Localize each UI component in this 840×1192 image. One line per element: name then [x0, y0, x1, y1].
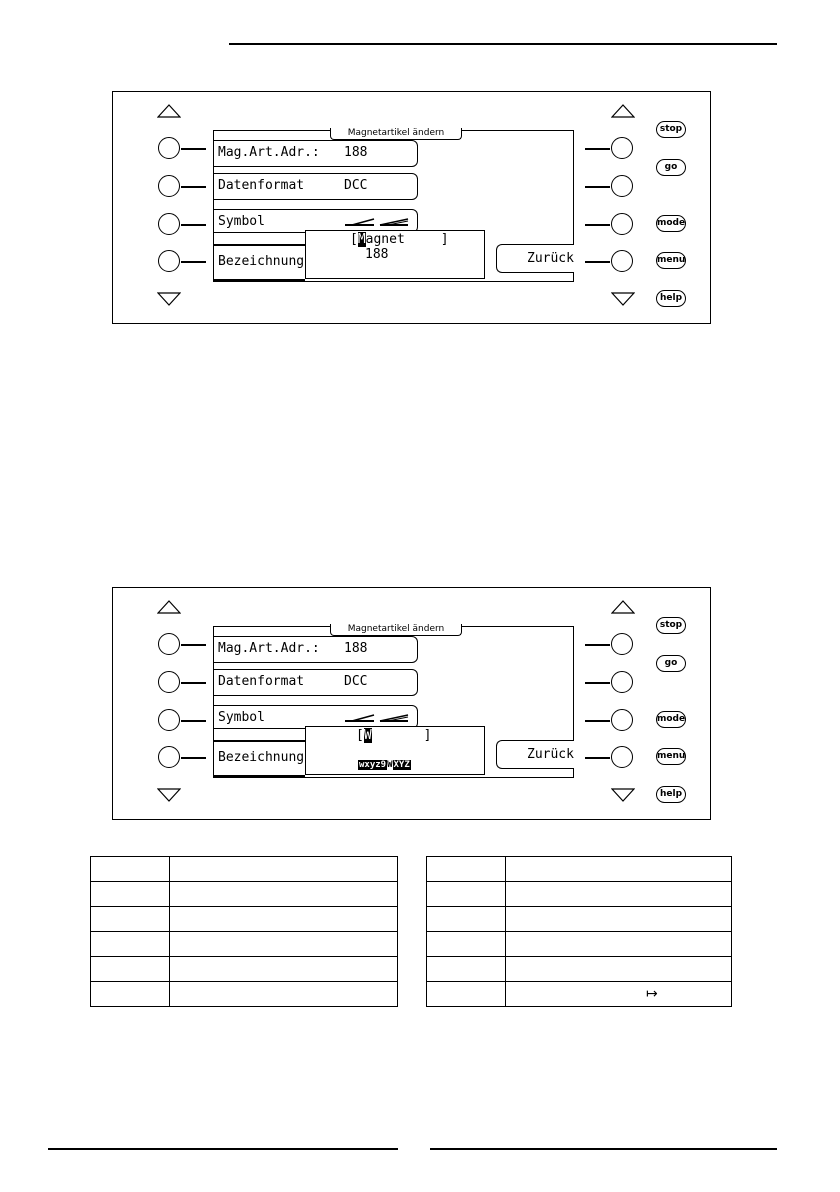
back-button[interactable]: [496, 740, 574, 769]
name-field[interactable]: [214, 244, 305, 280]
table-row: [91, 882, 398, 907]
mode-button[interactable]: mode: [656, 215, 686, 232]
softkey-right-1[interactable]: [611, 137, 633, 159]
text-edit-popup: [305, 726, 485, 775]
name-label: Bezeichnung: [218, 750, 305, 765]
down-arrow-right[interactable]: [611, 292, 635, 306]
connector: [181, 224, 206, 226]
address-field[interactable]: [214, 140, 418, 167]
name-edit-line: [356, 728, 431, 743]
connector: [181, 757, 206, 759]
softkey-left-1[interactable]: [158, 633, 180, 655]
connector: [585, 644, 610, 646]
go-button[interactable]: go: [656, 159, 686, 176]
connector: [181, 186, 206, 188]
menu-button[interactable]: menu: [656, 252, 686, 269]
softkey-right-4[interactable]: [611, 746, 633, 768]
name-text: agnet: [365, 232, 405, 247]
symbol-label: Symbol: [218, 710, 265, 725]
connector: [181, 720, 206, 722]
menu-button[interactable]: menu: [656, 748, 686, 765]
softkey-right-4[interactable]: [611, 250, 633, 272]
edit-cursor[interactable]: M: [357, 232, 366, 247]
connector: [181, 261, 206, 263]
table-row: [91, 907, 398, 932]
softkey-right-2[interactable]: [611, 175, 633, 197]
bottom-rule-left: [48, 1148, 398, 1150]
bracket-close: ]: [440, 232, 449, 247]
format-label: Datenformat: [218, 674, 305, 689]
mode-button[interactable]: mode: [656, 711, 686, 728]
table-row: [427, 957, 732, 982]
table-row: [427, 932, 732, 957]
edit-cursor[interactable]: W: [363, 728, 372, 743]
charset-post: XYZ: [393, 760, 410, 770]
table-row: [91, 932, 398, 957]
address-label: Mag.Art.Adr.:: [218, 145, 320, 160]
lcd-display: [213, 130, 574, 282]
name-label: Bezeichnung: [218, 254, 305, 269]
back-label: Zurück: [527, 251, 574, 266]
turnout-symbol-icon: [344, 212, 410, 231]
charset-selector[interactable]: [358, 760, 411, 771]
up-arrow-right[interactable]: [611, 104, 635, 118]
down-arrow-left[interactable]: [157, 788, 181, 802]
softkey-left-3[interactable]: [158, 213, 180, 235]
format-label: Datenformat: [218, 178, 305, 193]
bracket-close: ]: [423, 728, 432, 743]
lcd-display: [213, 626, 574, 778]
address-field[interactable]: [214, 636, 418, 663]
stop-button[interactable]: stop: [656, 121, 686, 138]
address-value: 188: [344, 145, 368, 160]
help-button[interactable]: help: [656, 290, 686, 307]
table-row: [91, 982, 398, 1007]
address-value: 188: [344, 641, 368, 656]
name-field[interactable]: [214, 740, 305, 776]
key-table-right: [426, 856, 732, 1007]
connector: [585, 261, 610, 263]
device-panel-2: [112, 587, 711, 820]
stop-button[interactable]: stop: [656, 617, 686, 634]
connector: [181, 682, 206, 684]
symbol-label: Symbol: [218, 214, 265, 229]
top-rule: [229, 43, 777, 45]
connector: [181, 148, 206, 150]
softkey-right-3[interactable]: [611, 213, 633, 235]
address-label: Mag.Art.Adr.:: [218, 641, 320, 656]
charset-selected: W: [387, 760, 393, 770]
softkey-left-2[interactable]: [158, 671, 180, 693]
screen-title: Magnetartikel ändern: [330, 624, 462, 636]
connector: [585, 224, 610, 226]
connector: [585, 682, 610, 684]
table-row: [427, 857, 732, 882]
go-button[interactable]: go: [656, 655, 686, 672]
key-table-left: [90, 856, 398, 1007]
softkey-left-4[interactable]: [158, 250, 180, 272]
format-field[interactable]: [214, 669, 418, 696]
bottom-rule-right: [430, 1148, 777, 1150]
help-button[interactable]: help: [656, 786, 686, 803]
table-row: [427, 882, 732, 907]
up-arrow-left[interactable]: [157, 600, 181, 614]
bracket-open: [: [356, 728, 364, 743]
connector: [585, 186, 610, 188]
address-echo: 188: [365, 247, 389, 262]
table-row: [427, 907, 732, 932]
text-edit-popup: [305, 230, 485, 279]
down-arrow-right[interactable]: [611, 788, 635, 802]
softkey-right-1[interactable]: [611, 633, 633, 655]
up-arrow-left[interactable]: [157, 104, 181, 118]
turnout-symbol-icon: [344, 708, 410, 727]
connector: [585, 148, 610, 150]
table-row: [91, 957, 398, 982]
softkey-left-4[interactable]: [158, 746, 180, 768]
softkey-left-1[interactable]: [158, 137, 180, 159]
up-arrow-right[interactable]: [611, 600, 635, 614]
softkey-left-2[interactable]: [158, 175, 180, 197]
table-row: [427, 982, 732, 1007]
table-row: [91, 857, 398, 882]
format-field[interactable]: [214, 173, 418, 200]
screen-title: Magnetartikel ändern: [330, 128, 462, 140]
arrow-icon: ↦: [646, 986, 658, 1002]
device-panel-1: [112, 91, 711, 324]
softkey-right-3[interactable]: [611, 709, 633, 731]
connector: [585, 720, 610, 722]
charset-pre: wxyz9: [359, 760, 387, 770]
name-underline: [214, 775, 305, 777]
format-value: DCC: [344, 178, 368, 193]
connector: [585, 757, 610, 759]
name-underline: [214, 279, 305, 281]
format-value: DCC: [344, 674, 368, 689]
connector: [181, 644, 206, 646]
name-edit-line: [350, 232, 449, 247]
back-label: Zurück: [527, 747, 574, 762]
down-arrow-left[interactable]: [157, 292, 181, 306]
back-button[interactable]: [496, 244, 574, 273]
softkey-left-3[interactable]: [158, 709, 180, 731]
bracket-open: [: [350, 232, 358, 247]
softkey-right-2[interactable]: [611, 671, 633, 693]
